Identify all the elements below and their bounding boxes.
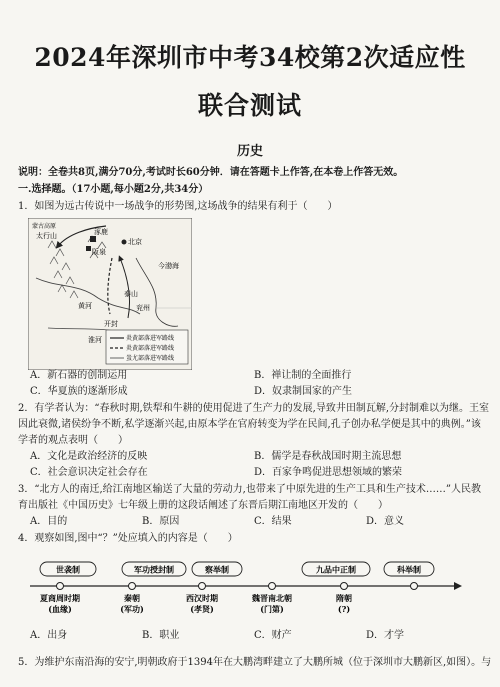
q1-stem: 1．如图为远古传说中一场战争的形势图,这场战争的结果有利于（ ） [18,201,338,212]
map-label-yanzhou: 兖州 [136,304,150,312]
q2-stem-line3: 学者的观点表明（ ） [18,435,128,446]
map-label-bohai: 今渤海 [158,262,179,270]
legend-item-1: 炎黄部落进军路线 [126,335,175,342]
period-name: 西汉时期 [186,593,218,603]
period-name: 魏晋南北朝 [252,593,292,603]
exam-title-line2: 联合测试 [197,91,302,120]
period-note: (孝贤) [190,604,214,614]
q5-stem: 5．为维护东南沿海的安宁,明朝政府于1394年在大鹏湾畔建立了大鹏所城（位于深圳市大鹏新区,如图）。与 [18,657,492,668]
period-note: (军功) [120,604,144,614]
legend-item-3: 蚩尤部落进军路线 [126,355,175,362]
q1-option-c[interactable]: C．华夏族的逐渐形成 [30,386,128,397]
map-label-beijing: 北京 [128,238,142,246]
system-label: 世袭制 [56,564,80,575]
timeline-periods [40,593,352,614]
q2-stem-line2: 因此衰微,诸侯纷争不断,私学逐渐兴起,由原本学在官府转变为学在民间,孔子创办私学便是其中的典例。”该 [18,419,481,430]
map-label-mongolia: 蒙古高原 [32,223,57,230]
map-label-kaifeng: 开封 [104,320,118,328]
q1-option-a[interactable]: A．新石器的创制运用 [30,370,128,381]
map-label-taihang: 太行山 [36,232,57,240]
instructions-note: 说明：全卷共8页,满分70分,考试时长60分钟．请在答题卡上作答,在本卷上作答无效。 [18,167,404,178]
q3-stem-line2: 育出版社《中国历史》七年级上册的这段话阐述了东晋后期江南地区开发的（ ） [18,500,388,511]
q3-option-d[interactable]: D．意义 [366,516,405,527]
legend-item-2: 炎黄部落进军路线 [126,345,175,352]
q2-stem-line1: 2．有学者认为：“春秋时期,铁犁和牛耕的使用促进了生产力的发展,导致井田制瓦解,分封制难以为继。王室 [18,403,490,414]
system-label: 九品中正制 [316,564,356,575]
selection-system-timeline [22,560,462,620]
q1-option-b[interactable]: B．禅让制的全面推行 [254,370,352,381]
period-note: (门第) [260,604,284,614]
map-label-banquan: 阪泉 [92,248,106,256]
q2-option-c[interactable]: C．社会意识决定社会存在 [30,467,148,478]
period-note: (血缘) [48,604,72,614]
period-name: 隋朝 [336,593,352,603]
section-heading: 一.选择题。（17小题,每小题2分,共34分） [18,184,209,195]
subject-heading: 历史 [236,144,263,159]
map-legend [106,330,188,364]
system-label: 科举制 [397,564,421,575]
period-note: (?) [337,604,351,614]
system-label: 军功授封制 [134,564,174,575]
q2-option-a[interactable]: A．文化是政治经济的反映 [30,451,148,462]
q1-option-d[interactable]: D．奴隶制国家的产生 [254,386,353,397]
system-label: 察举制 [205,564,229,575]
q3-stem-line1: 3．“北方人的南迁,给江南地区输送了大量的劳动力,也带来了中原先进的生产工具和生产技术……”人民教 [18,484,481,495]
q3-option-c[interactable]: C．结果 [254,516,292,527]
q4-option-c[interactable]: C．财产 [254,630,292,641]
period-name: 夏商周时期 [40,593,80,603]
q4-stem: 4．观察如图,图中“？”处应填入的内容是（ ） [18,533,238,544]
q2-option-d[interactable]: D．百家争鸣促进思想领域的繁荣 [254,467,403,478]
q4-option-d[interactable]: D．才学 [366,630,405,641]
q4-option-b[interactable]: B．职业 [142,630,180,641]
q3-option-b[interactable]: B．原因 [142,516,180,527]
map-label-zhuolu: 涿鹿 [94,228,108,236]
q4-option-a[interactable]: A．出身 [30,630,68,641]
period-name: 秦朝 [124,593,140,603]
war-situation-map [28,218,192,370]
map-label-taishan: 泰山 [124,290,138,298]
timeline-systems [40,562,434,576]
map-label-huai: 淮河 [88,336,102,344]
q3-option-a[interactable]: A．目的 [30,516,68,527]
map-label-yellow-river: 黄河 [78,302,92,310]
q2-option-b[interactable]: B．儒学是春秋战国时期主流思想 [254,451,402,462]
exam-title-line1: 2024年深圳市中考34校第2次适应性 [34,43,466,72]
